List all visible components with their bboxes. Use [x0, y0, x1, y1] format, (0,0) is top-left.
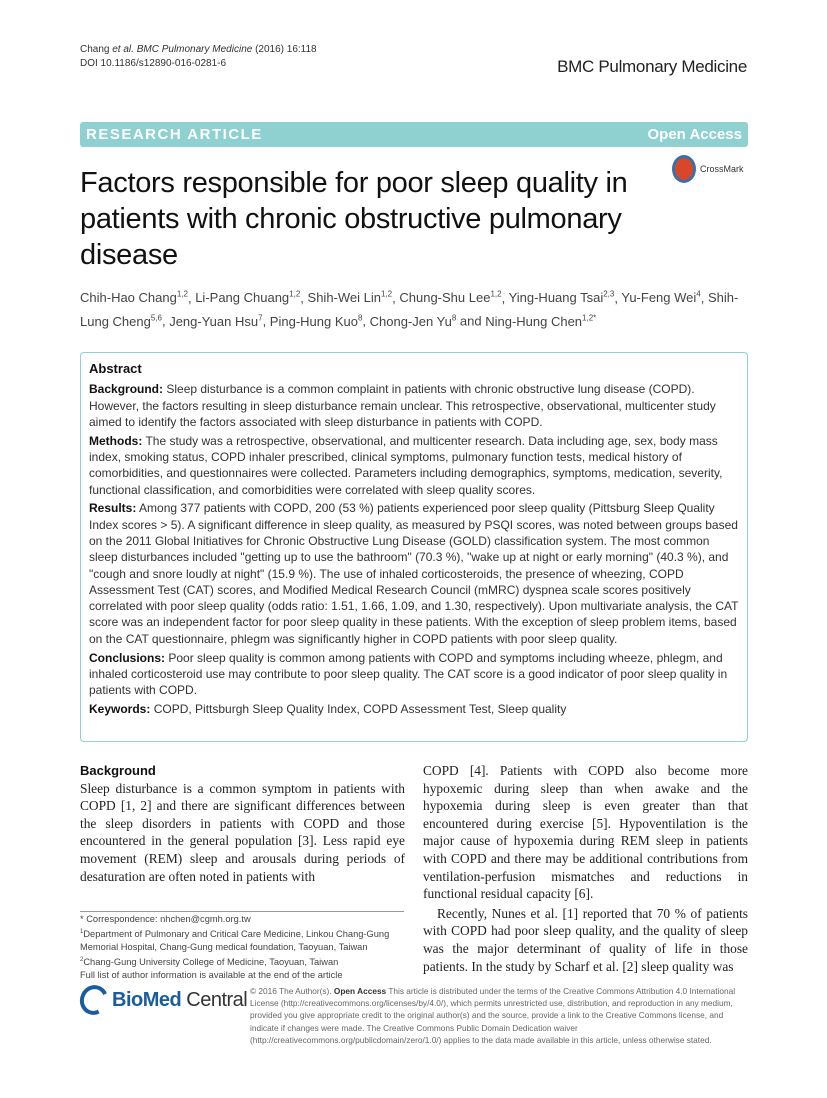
- full-list-note: Full list of author information is available at the end of the article: [80, 970, 343, 981]
- author-list: Chih-Hao Chang$^{1,2}$, Li-Pang Chuang$^{1,2}$, Shih-Wei Lin$^{1,2}$, Chung-Shu Lee$^{1,2}$, Ying-Huang Tsai$^{2,3}$, Yu-Feng Wei$^4$, Shih-Lung Cheng$^{5,6}$, Jeng-Yuan Hsu$^7$, Ping-Hung Kuo$^8$, Chong-Jen Yu$^8$ and Ning-Hung Chen$^{1,2*}$: [80, 290, 739, 329]
- label: Conclusions:: [89, 650, 166, 665]
- author[interactable]: [80, 290, 188, 305]
- label: Methods:: [89, 433, 143, 448]
- text: Sleep disturbance is a common complaint in patients with chronic obstructive lung disease (COPD). However, the factors resulting in sleep disturbance remain unclear. This retrospective, observational, multicenter study aimed to identify the factors associated with sleep disturbance in patients with COPD.: [89, 382, 716, 429]
- text: Department of Pulmonary and Critical Care Medicine, Linkou Chang-Gung Memorial Hospital, Chang-Gung medical foundation, Taoyuan, Taiwan: [80, 929, 390, 953]
- label: Background:: [89, 382, 164, 397]
- author-name: Chih-Hao Chang: [80, 290, 177, 306]
- open-access: Open Access: [333, 986, 387, 996]
- text: Poor sleep quality is common among patients with COPD and symptoms including wheeze, phlegm, and inhaled corticosteroid use may contribute to poor sleep quality. The CAT score is a good indicator of poor sleep quality in patients with COPD.: [89, 650, 728, 698]
- text: Among 377 patients with COPD, 200 (53 %) patients experienced poor sleep quality (Pittsburg Sleep Quality Index scores > 5). A significant difference in sleep quality, as measured by PSQI scores, was noted between groups based on the 2011 Global Initiatives for Chronic Obstructive Lung Disease (GOLD) classification system. The most common sleep disturbances included "getting up to use the bathroom" (70.3 %), "wake up at night or early morning" (40.3 %), and "cough and snore loudly at night" (15.9 %). The use of inhaled corticosteroids, the presence of wheezing, COPD Assessment Test (CAT) scores, and Modified Medical Research Council (mMRC) dyspnea scale scores positively correlated with poor sleep quality (odds ratio: 1.51, 1.66, 1.09, and 1.30, respectively). Upon multivariate analysis, the CAT score was an independent factor for poor sleep quality in these patients. With the exception of sleep problem items, based on the CAT questionnaire, phlegm was significantly higher in COPD patients with poor sleep quality.: [89, 501, 739, 646]
- author-name: Chong-Jen Yu: [369, 313, 452, 329]
- citation-etal: et al.: [112, 44, 134, 55]
- author[interactable]: [370, 314, 457, 329]
- abstract-box: [80, 352, 748, 742]
- biomed-ring-icon: [76, 981, 113, 1019]
- abstract-results: [89, 500, 739, 647]
- author[interactable]: [621, 290, 700, 305]
- author-affiliation: 8: [357, 313, 363, 323]
- body-paragraph: Recently, Nunes et al. [1] reported that 70 % of patients with COPD had poor sleep quality, and the quality of sleep was the major determinant of quality of life in those patients. In the study by Scharf et al. [2] sleep quality was: [423, 905, 748, 974]
- author-name: Shih-Lung Cheng: [80, 290, 739, 329]
- affiliation-2: $^2$Chang-Gung University College of Medicine, Taoyuan, Taiwan: [80, 957, 339, 968]
- author[interactable]: [270, 314, 363, 329]
- abstract-heading: Abstract: [89, 361, 142, 376]
- article-title: Factors responsible for poor sleep quality in patients with chronic obstructive pulmonary disease: [80, 167, 628, 271]
- author[interactable]: [195, 290, 300, 305]
- author-name: Yu-Feng Wei: [621, 290, 697, 306]
- copyright: © 2016 The Author(s).: [250, 986, 334, 996]
- body-paragraph: Sleep disturbance is a common symptom in patients with COPD [1, 2] and there are significant differences between the sleep disorders in patients with COPD and those encountered in the general population [3]. Less rapid eye movement (REM) sleep and arousals during periods of desaturation are often noted in patients with: [80, 780, 405, 884]
- abstract-conclusions: [89, 650, 739, 699]
- body-right-column: [423, 762, 748, 975]
- license-body: This article is distributed under the terms of the Creative Commons Attribution 4.0 International License (http://creativecommons.org/licenses/by/4.0/), which permits unrestricted use, distribution, and reproduction in any medium, provided you give appropriate credit to the original author(s) and the source, provide a link to the Creative Commons license, and indicate if changes were made. The Creative Commons Public Domain Dedication waiver (http://creativecommons.org/publicdomain/zero/1.0/) applies to the data made available in this article, unless otherwise stated.: [250, 986, 736, 1045]
- license-text: [250, 985, 750, 1046]
- article-type: RESEARCH ARTICLE: [86, 126, 263, 143]
- open-access-label: Open Access: [647, 126, 742, 143]
- doi[interactable]: DOI 10.1186/s12890-016-0281-6: [80, 58, 227, 69]
- author-affiliation: 1,2: [176, 290, 188, 299]
- author[interactable]: [509, 290, 615, 305]
- label: Keywords:: [89, 701, 151, 716]
- author-affiliation: 4: [696, 290, 701, 299]
- footnotes: [80, 913, 410, 982]
- author-affiliation: 1,2: [381, 290, 393, 299]
- author-affiliation: 1,2: [289, 290, 301, 299]
- text: The study was a retrospective, observational, and multicenter research. Data including age, sex, body mass index, smoking status, COPD inhaler prescribed, clinical symptoms, pulmonary function tests, medical history of comorbidities, and questionnaires were collected. Parameters including demographics, symptoms, medication, severity, functional classification, and comorbidities were correlated with sleep quality scores.: [89, 433, 723, 497]
- article-type-banner: [80, 122, 748, 147]
- author[interactable]: [485, 314, 596, 329]
- biomed-central-logo: [80, 985, 247, 1015]
- footnote-divider: [80, 911, 404, 912]
- label: Results:: [89, 501, 137, 516]
- citation-year: (2016) 16:118: [252, 44, 317, 55]
- affiliation-1: $^1$Department of Pulmonary and Critical Care Medicine, Linkou Chang-Gung Memorial Hospital, Chang-Gung medical foundation, Taoyuan, Taiwan: [80, 929, 390, 953]
- journal-name: BMC Pulmonary Medicine: [557, 57, 747, 76]
- author[interactable]: [399, 290, 501, 305]
- author-affiliation: 1,2*: [582, 313, 597, 323]
- text: COPD, Pittsburgh Sleep Quality Index, COPD Assessment Test, Sleep quality: [150, 701, 567, 716]
- abstract-keywords: [89, 701, 739, 717]
- author-affiliation: 5,6: [150, 313, 162, 323]
- citation-authors: Chang: [80, 44, 113, 55]
- author-affiliation: 2,3: [603, 290, 615, 299]
- author-affiliation: 8: [451, 313, 457, 323]
- logo-regular: Central: [181, 988, 248, 1011]
- citation-header: [80, 43, 317, 71]
- body-left-column: [80, 762, 405, 885]
- crossmark-icon: [672, 155, 696, 183]
- section-heading-background: Background: [80, 763, 156, 778]
- logo-bold: BioMed: [112, 988, 182, 1011]
- citation-journal: BMC Pulmonary Medicine: [133, 44, 253, 55]
- author-name: Ying-Huang Tsai: [508, 290, 604, 306]
- logo-text: [112, 989, 247, 1012]
- author-name: Shih-Wei Lin: [307, 290, 381, 306]
- author-name: Ning-Hung Chen: [485, 313, 583, 329]
- author-name: Li-Pang Chuang: [195, 290, 290, 306]
- body-paragraph: COPD [4]. Patients with COPD also become more hypoxemic during sleep than when awake and the hypoxemia during sleep is even greater than that encountered during exercise [5]. Hypoventilation is the major cause of hypoxemia during REM sleep in patients with COPD and there may be additional contributions from ventilation-perfusion mismatches and reductions in functional residual capacity [6].: [423, 763, 748, 902]
- author-name: Chung-Shu Lee: [399, 290, 491, 306]
- author[interactable]: [169, 314, 262, 329]
- text: Chang-Gung University College of Medicine, Taoyuan, Taiwan: [83, 957, 339, 968]
- crossmark-button[interactable]: [672, 155, 744, 183]
- correspondence: * Correspondence: nhchen@cgmh.org.tw: [80, 914, 251, 924]
- abstract-background: [89, 381, 739, 430]
- abstract-methods: [89, 433, 739, 498]
- author-name: Ping-Hung Kuo: [269, 313, 358, 329]
- author[interactable]: [308, 290, 393, 305]
- author-affiliation: 7: [258, 313, 263, 323]
- author-name: Jeng-Yuan Hsu: [169, 313, 259, 329]
- author-affiliation: 1,2: [490, 290, 502, 299]
- crossmark-label: CrossMark: [700, 164, 744, 174]
